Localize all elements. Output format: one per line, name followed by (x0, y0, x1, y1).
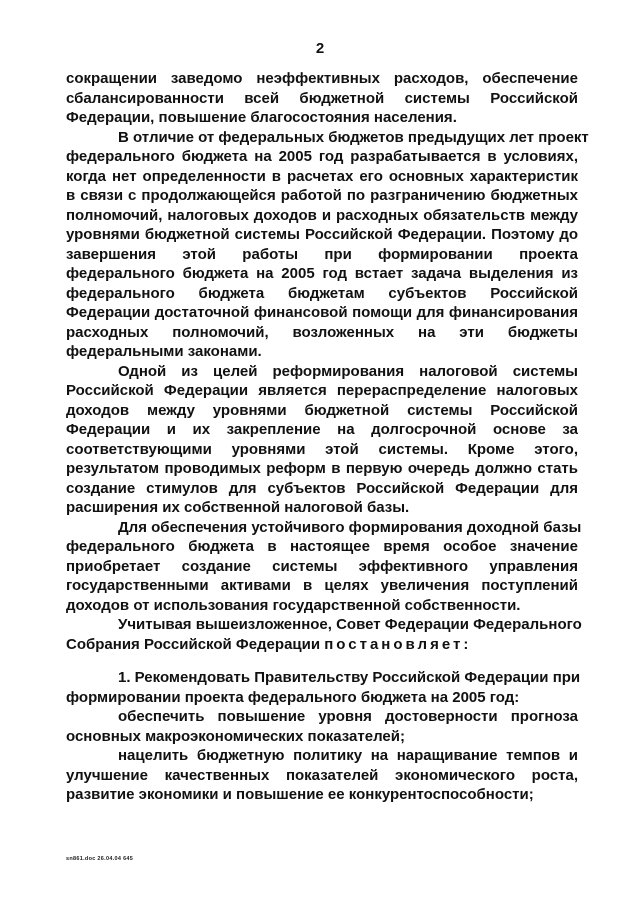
text-line: доходов от использования государственной собственности. (66, 596, 521, 614)
text-line: приобретает создание системы эффективного управления (66, 557, 578, 575)
text-line: федеральными законами. (66, 343, 262, 360)
text-line: создание стимулов для субъектов Российской Федерации для (66, 479, 578, 497)
text-line: нацелить бюджетную политику на наращивание темпов и (118, 747, 578, 764)
text-line: обеспечить повышение уровня достоверности прогноза (118, 708, 578, 725)
text-line: уровнями бюджетной системы Российской Федерации. Поэтому до (66, 226, 578, 243)
text-line: сокращении заведомо неэффективных расходов, обеспечение (66, 70, 578, 87)
blank-line (66, 654, 578, 668)
text-line: Учитывая вышеизложенное, Совет Федерации Федерального (118, 616, 582, 633)
text-line: Федерации и их закрепление на долгосрочной основе за (66, 421, 578, 438)
text-line: полномочий, налоговых доходов и расходных обязательств между (66, 206, 578, 224)
text-fragment: Собрания Российской Федерации (66, 635, 321, 653)
text-line: расходных полномочий, возложенных на эти бюджеты (66, 323, 578, 341)
text-line: в связи с продолжающейся работой по разграничению бюджетных (66, 187, 578, 204)
text-line: федерального бюджета бюджетам субъектов Российской (66, 284, 578, 302)
text-line: результатом проводимых реформ в первую очередь должно стать (66, 460, 578, 477)
text-line: В отличие от федеральных бюджетов предыдущих лет проект (118, 128, 589, 146)
resolution-keyword: постановляет: (324, 635, 472, 653)
text-line: сбалансированности всей бюджетной системы Российской (66, 89, 578, 107)
text-line (66, 635, 578, 655)
text-line: федерального бюджета на 2005 год встает задача выделения из (66, 265, 578, 282)
text-line: федерального бюджета на 2005 год разрабатывается в условиях, (66, 148, 578, 165)
text-line: доходов между уровнями бюджетной системы Российской (66, 401, 578, 419)
page-number: 2 (315, 40, 325, 57)
text-line: Одной из целей реформирования налоговой системы (118, 362, 578, 380)
text-line: соответствующими уровнями этой системы. Кроме этого, (66, 440, 578, 458)
text-line: развитие экономики и повышение ее конкурентоспособности; (66, 786, 534, 803)
footer-file-code: sn861.doc 26.04.04 645 (66, 856, 134, 862)
text-line: 1. Рекомендовать Правительству Российской Федерации при (118, 669, 581, 686)
text-line: улучшение качественных показателей экономического роста, (66, 766, 578, 784)
text-line: федерального бюджета в настоящее время особое значение (66, 538, 578, 555)
text-line: Российской Федерации является перераспределение налоговых (66, 382, 578, 399)
text-line: государственными активами в целях увеличения поступлений (66, 577, 578, 594)
text-line: когда нет определенности в расчетах его основных характеристик (66, 167, 578, 185)
text-line: основных макроэкономических показателей; (66, 727, 405, 745)
text-line: расширения их собственной налоговой базы. (66, 499, 410, 516)
text-line: завершения этой работы при формировании проекта (66, 245, 578, 263)
text-line: Для обеспечения устойчивого формирования доходной базы (118, 518, 582, 536)
text-line: Федерации достаточной финансовой помощи для финансирования (66, 304, 578, 321)
text-line: формировании проекта федерального бюджета на 2005 год: (66, 688, 520, 706)
text-line: Федерации, повышение благосостояния населения. (66, 109, 457, 126)
document-body (66, 69, 589, 805)
